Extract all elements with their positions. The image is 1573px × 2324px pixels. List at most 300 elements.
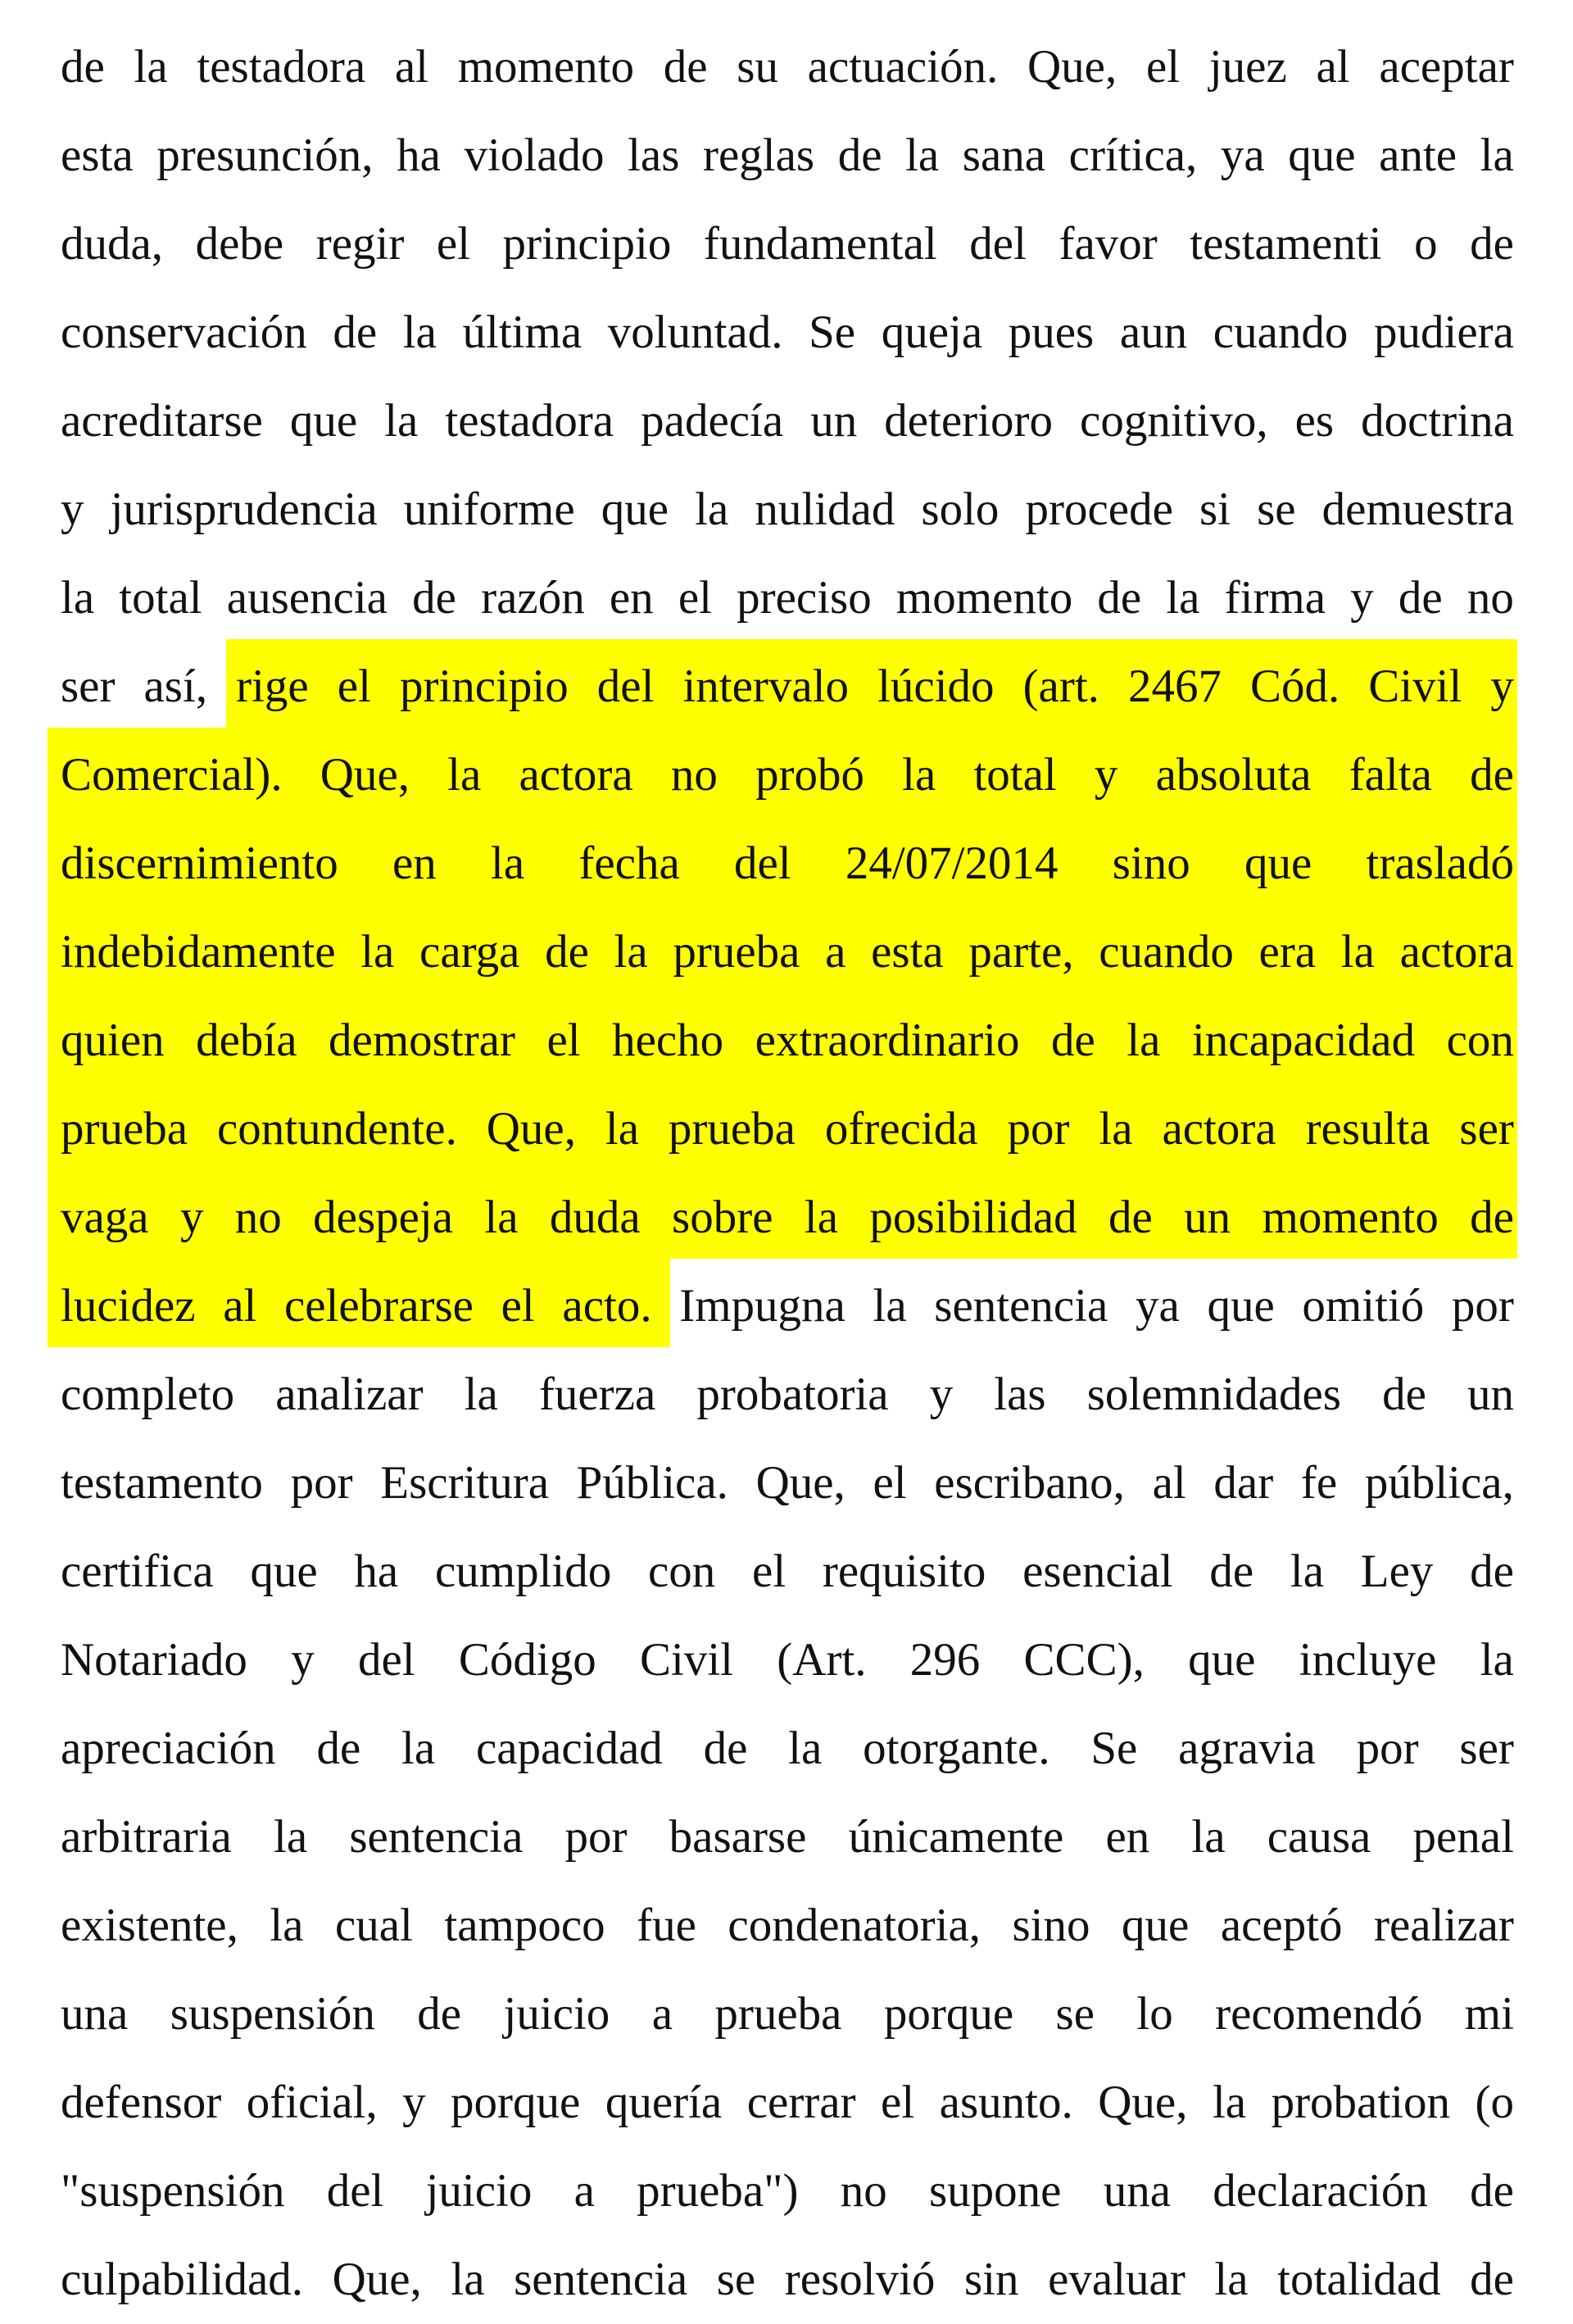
word: sana [962,129,1046,181]
word: ofrecida [824,1103,978,1155]
word: completo [61,1369,235,1420]
word: nulidad [755,483,895,535]
word: Pública. [576,1457,728,1509]
word: o [1414,218,1438,270]
word: favor [1058,218,1158,270]
word: no [840,2165,887,2217]
word: solo [921,483,1000,535]
word: únicamente [848,1811,1064,1863]
word: Se [1090,1723,1138,1774]
word: certifica [61,1546,214,1597]
word: padecía [641,395,784,447]
word: demostrar [329,1014,515,1066]
word: "suspensión [61,2165,285,2217]
word: recomendó [1215,1988,1423,2040]
word: del [969,218,1027,270]
word: 24/07/2014 [845,837,1058,889]
word: la [695,483,729,535]
word: causa [1267,1811,1371,1863]
word: Comercial). [61,749,283,801]
word: de [545,926,589,978]
text-line-8 [61,642,1514,731]
word: con [1446,1014,1514,1066]
word: defensor [61,2077,222,2128]
word: esta [871,926,944,978]
word: requisito [822,1546,986,1597]
word: ya [1220,129,1265,181]
word: realizar [1374,1900,1514,1951]
word: firma [1224,572,1326,624]
word: condenatoria, [728,1900,981,1951]
word: tampoco [444,1900,605,1951]
word: demuestra [1321,483,1514,535]
word: el [752,1546,786,1597]
word: voluntad. [607,306,783,358]
word: del [596,660,655,712]
word: porque [451,2077,581,2128]
word: a [825,926,846,978]
word: así, [143,660,208,712]
word: sino [1012,1900,1090,1951]
word: crítica, [1068,129,1198,181]
word: que [1207,1280,1275,1332]
word: cumplido [434,1546,612,1597]
text-line-24 [61,2058,1514,2147]
text-line-12 [61,996,1514,1085]
word: Escritura [380,1457,549,1509]
word: ya [1135,1280,1180,1332]
word: se [1257,483,1296,535]
word: penal [1412,1811,1514,1863]
word: en [392,837,437,889]
word: ser [1459,1103,1514,1155]
word: la [905,129,940,181]
word: sentencia [349,1811,524,1863]
text-line-19 [61,1616,1514,1704]
word: y [1094,749,1118,801]
word: Se [809,306,856,358]
word: la [447,749,482,801]
word: en [1105,1811,1150,1863]
word: porque [883,1988,1014,2040]
word: y [291,1634,315,1686]
word: uniforme [403,483,575,535]
text-line-9 [61,731,1514,819]
text-line-4 [61,288,1514,377]
word: supone [928,2165,1062,2217]
word: quería [605,2077,723,2128]
word: y [61,483,84,535]
word: y [179,1192,204,1243]
word: aceptar [1379,41,1514,93]
word: duda [549,1192,641,1243]
word: sobre [672,1192,773,1243]
word: parte, [968,926,1074,978]
word: juicio [425,2165,533,2217]
word: la [491,837,525,889]
word: su [737,41,778,93]
word: de [412,572,456,624]
word: el [546,1014,581,1066]
word: hecho [612,1014,724,1066]
word: de [837,129,882,181]
word: el [678,572,712,624]
word: en [609,572,654,624]
word: Que, [332,2254,422,2305]
text-line-1 [61,23,1514,111]
word: de [1470,2254,1514,2305]
word: del [326,2165,384,2217]
word: deterioro [884,395,1053,447]
word: testamento [61,1457,263,1509]
word: de [1108,1192,1153,1243]
word: la [1480,1634,1514,1686]
word: testadora [197,41,366,93]
word: fundamental [703,218,937,270]
word: arbitraria [61,1811,232,1863]
word: la [873,1280,907,1332]
word: la [902,749,936,801]
word: de [61,41,105,93]
word: juez [1208,41,1287,93]
word: totalidad [1277,2254,1441,2305]
word: la [134,41,168,93]
word: pública, [1364,1457,1514,1509]
word: Ley [1360,1546,1434,1597]
word: la [401,1723,436,1774]
word: (art. [1022,660,1099,712]
word: momento [1262,1192,1439,1243]
word: una [1103,2165,1171,2217]
word: que [1122,1900,1190,1951]
word: ha [397,129,441,181]
word: y [402,2077,426,2128]
word: trasladó [1366,837,1514,889]
word: cuando [1213,306,1349,358]
word: cerrar [746,2077,856,2128]
word: resulta [1305,1103,1430,1155]
word: debe [195,218,284,270]
word: por [1007,1103,1070,1155]
word: que [1244,837,1312,889]
word: no [670,749,718,801]
text-line-11 [61,908,1514,996]
word: lucidez [61,1280,196,1332]
word: resolvió [784,2254,936,2305]
word: el [436,218,471,270]
word: del [357,1634,415,1686]
text-line-17 [61,1439,1514,1527]
text-line-16 [61,1350,1514,1439]
word: prueba [673,926,800,978]
word: Cód. [1250,660,1340,712]
word: por [564,1811,628,1863]
text-line-20 [61,1704,1514,1793]
word: el [873,1457,907,1509]
word: que [1288,129,1356,181]
text-line-25 [61,2147,1514,2235]
word: falta [1349,749,1432,801]
word: si [1199,483,1231,535]
word: lúcido [877,660,995,712]
word: que [250,1546,318,1597]
word: quien [61,1014,165,1066]
word: y [1350,572,1374,624]
word: violado [464,129,605,181]
word: la [61,572,95,624]
word: no [234,1192,282,1243]
word: discernimiento [61,837,338,889]
word: declaración [1213,2165,1428,2217]
text-line-6 [61,465,1514,554]
word: la [788,1723,823,1774]
document-body [61,23,1514,2324]
word: duda, [61,218,164,270]
word: lo [1136,1988,1173,2040]
word: una [61,1988,129,2040]
word: la [1166,572,1200,624]
word: Notariado [61,1634,247,1686]
word: extraordinario [755,1014,1020,1066]
text-line-3 [61,200,1514,288]
word: se [716,2254,756,2305]
word: capacidad [475,1723,663,1774]
word: principio [502,218,672,270]
word: doctrina [1361,395,1514,447]
word: de [316,1723,361,1774]
text-line-13 [61,1085,1514,1173]
word: momento [895,572,1073,624]
word: pudiera [1373,306,1514,358]
text-line-15 [61,1262,1514,1350]
word: de [333,306,378,358]
word: prueba [714,1988,842,2040]
word: escribano, [934,1457,1125,1509]
word: actora [1162,1103,1276,1155]
word: Que, [320,749,410,801]
word: que [601,483,669,535]
word: ser [1459,1723,1514,1774]
word: CCC), [1023,1634,1145,1686]
word: actora [1399,926,1514,978]
word: esencial [1022,1546,1173,1597]
word: testadora [445,395,614,447]
word: un [1466,1369,1514,1420]
word: la [1480,129,1514,181]
word: la [484,1192,519,1243]
word: carga [419,926,520,978]
word: la [1290,1546,1325,1597]
word: culpabilidad. [61,2254,303,2305]
word: prueba [61,1103,188,1155]
word: Que, [486,1103,576,1155]
word: debía [196,1014,297,1066]
word: de [1209,1546,1254,1597]
word: la [402,306,437,358]
word: y [1490,660,1514,712]
word: de [1470,218,1514,270]
word: es [1294,395,1335,447]
word: Que, [1098,2077,1188,2128]
word: cognitivo, [1080,395,1268,447]
word: despeja [313,1192,454,1243]
word: basarse [669,1811,807,1863]
word: de [1051,1014,1095,1066]
word: queja [881,306,983,358]
word: la [1214,2254,1249,2305]
word: la [384,395,419,447]
word: vaga [61,1192,149,1243]
word: cual [334,1900,413,1951]
word: a [651,1988,673,2040]
word: de [1470,1192,1514,1243]
word: fe [1300,1457,1338,1509]
word: procede [1025,483,1173,535]
word: la [1212,2077,1247,2128]
word: fue [637,1900,696,1951]
word: y [929,1369,954,1420]
word: sentencia [934,1280,1108,1332]
word: se [1055,1988,1095,2040]
word: total [973,749,1057,801]
word: esta [61,129,134,181]
word: la [464,1369,498,1420]
word: la [605,1103,639,1155]
word: incluye [1299,1634,1437,1686]
word: que [1188,1634,1256,1686]
word: sin [964,2254,1019,2305]
word: aun [1119,306,1188,358]
word: al [394,41,428,93]
word: fecha [578,837,680,889]
word: la [804,1192,838,1243]
word: Civil [1368,660,1462,712]
text-line-21 [61,1793,1514,1881]
word: mi [1464,1988,1514,2040]
text-line-23 [61,1970,1514,2058]
word: de [1398,572,1443,624]
word: Que, [755,1457,845,1509]
word: a [573,2165,595,2217]
word: la [451,2254,485,2305]
word: reglas [703,129,815,181]
word: de [417,1988,462,2040]
word: de [1470,1546,1514,1597]
word: pues [1008,306,1095,358]
word: acreditarse [61,395,263,447]
word: rige [236,660,309,712]
word: aceptó [1220,1900,1343,1951]
word: de [1470,2165,1514,2217]
word: última [462,306,583,358]
word: el [881,2077,915,2128]
word: acto. [562,1280,652,1332]
word: total [119,572,202,624]
word: un [810,395,858,447]
word: agravia [1178,1723,1316,1774]
word: el [1145,41,1181,93]
text-line-7 [61,554,1514,642]
word: contundente. [217,1103,457,1155]
word: regir [315,218,405,270]
word: un [1184,1192,1231,1243]
word: Impugna [679,1280,845,1332]
word: la [1340,926,1375,978]
word: de [1382,1369,1426,1420]
word: omitió [1302,1280,1425,1332]
word: las [994,1369,1046,1420]
word: la [270,1900,304,1951]
word: ser [61,660,116,712]
word: absoluta [1155,749,1312,801]
word: sentencia [514,2254,688,2305]
word: actuación. [807,41,999,93]
word: no [1466,572,1514,624]
word: principio [399,660,569,712]
word: jurisprudencia [110,483,378,535]
word: preciso [737,572,872,624]
word: oficial, [246,2077,378,2128]
word: la [614,926,648,978]
word: por [290,1457,353,1509]
word: indebidamente [61,926,336,978]
word: la [274,1811,308,1863]
text-line-18 [61,1527,1514,1616]
word: evaluar [1048,2254,1185,2305]
word: probó [755,749,864,801]
word: al [1316,41,1350,93]
word: otorgante. [863,1723,1050,1774]
word: la [360,926,395,978]
word: (o [1475,2077,1514,2128]
word: dar [1213,1457,1274,1509]
word: 2467 [1127,660,1222,712]
word: analizar [275,1369,424,1420]
word: sino [1112,837,1190,889]
word: juicio [503,1988,610,2040]
word: cuando [1099,926,1234,978]
word: prueba [668,1103,796,1155]
word: solemnidades [1086,1369,1341,1420]
word: ante [1379,129,1457,181]
text-line-5 [61,377,1514,465]
word: al [1152,1457,1186,1509]
word: ausencia [226,572,388,624]
word: con [647,1546,716,1597]
word: Código [458,1634,596,1686]
word: por [1451,1280,1514,1332]
word: ha [354,1546,399,1597]
word: conservación [61,306,307,358]
word: era [1258,926,1317,978]
text-line-26 [61,2235,1514,2324]
word: de [1470,749,1514,801]
word: el [337,660,371,712]
word: las [628,129,680,181]
text-line-22 [61,1881,1514,1970]
word: de [663,41,708,93]
word: de [703,1723,748,1774]
word: suspensión [170,1988,375,2040]
word: al [223,1280,257,1332]
word: por [1356,1723,1419,1774]
word: posibilidad [869,1192,1077,1243]
word: que [289,395,358,447]
word: prueba") [637,2165,799,2217]
word: 296 [909,1634,981,1686]
word: celebrarse [284,1280,474,1332]
text-line-14 [61,1173,1514,1262]
